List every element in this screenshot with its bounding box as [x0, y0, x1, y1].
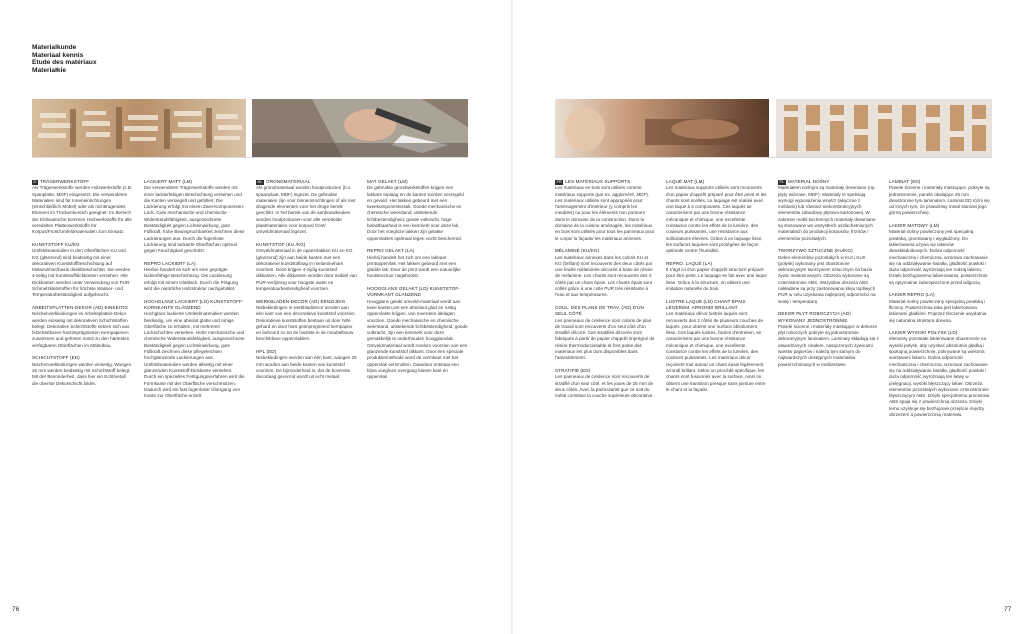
material-section [666, 179, 767, 255]
section-heading: LUSTRE LAQUÉ (LD) CHANT ÉPAIS LÉGÈREM. ARRONDI BRILLANT [666, 298, 746, 310]
text-column-fr-1 [555, 179, 656, 406]
section-body: Hoogglans gelakt omveld-materiaal wordt aan twee kanten,om een absoluut glad en rustig oppervlakte krijgen, van meerdere laklagen voorzien. Goede mechanische en chemische weerstand, uitstekende lichtbestendigheid, goede vulkracht, zijn een kenmerk voor deze gemakkelijk te onderhouden hoogglanslak. Omveldmateriaal wordt rondom voorzien van een glanzende kunststof dikkant. Door een speciale produktiemethode word de vormkant met het oppervlak versmolten. Daardoor ontstaat een bijna voegloze overgang tussen kant en oppervlak. [367, 298, 468, 380]
section-heading: HOCHGLANZ LACKIERT (LD) KUNSTSTOFF-KORNKANTE GLÄNZEND [144, 298, 244, 310]
section-heading: TWORZYWO SZTUCZNE (KU/KG) [778, 248, 853, 254]
page-number-left: 76 [12, 606, 20, 613]
material-section [367, 286, 468, 380]
section-heading: D TRÄGERWERKSTOFF [33, 179, 90, 184]
material-section [256, 179, 357, 236]
section-body: Dekor elementów pozostałych w KUI i KUII (połysk) wykonany jest obustronnie dekoracyjnym tworzywem sztucznym na bazie żywic melaminowych. Obrzeża wykonane są czterostronnie ABS. Wszystkie obrzeża ABS nakładane są przy zastosowaniu kleju topliwych PUR w celu uzyskania najlepszej odporności na wodę i temperaturę. [778, 254, 876, 304]
section-heading: REPRO GELAKT (LA) [367, 248, 415, 254]
text-column-de-2 [144, 179, 245, 406]
section-body: elementy pozostałe lakierowane obustronnie na wysoki połysk, aby uzyskać absolutnie gładką i spokojną powierzchnię, pokrywane są wieloma warstwami lakieru. Dobra odporność mechaniczna i chemiczna, wzorowe zachowanie się na oddziaływanie światła, gładkość powłoki i duża odporność wyróżniają ten łatwy w pielęgnacji, wysoki błyszczący lakier. Obrzeża elementów pozostałych wykonane czterostronnie błyszczącym ABS. Dzięki specjalnemu procesowi ABS spaja się z powierzchnią obrzeża. Dzięki temu uzyskuje się bezfugowe przejście między obrzeżem a powierzchnią materiału. [889, 336, 990, 417]
text-column-nl-2 [367, 179, 468, 387]
material-section [889, 179, 990, 217]
section-body: De gebruikte grondwerkstoffen krijgen een lakbare toplaag en de kanten worden verzegeld en gevuld. Het lakken gebeurd met een tweekomponentenlak. Goede mechanische en chemische weerstand, uitstekende lichtbestendigheid, goede vulkracht, hoge belastbaarheid is een kenmerk voor deze lak. Door het voegloze lakken zijn gelakte oppervlaktes optimaal tegen vocht beschermd. [367, 185, 464, 241]
material-section [256, 242, 357, 292]
section-body: Les panneaux de crédence sont coloris de plan de travail sont recouverts d'un seul côté d'un stratifié décoré. Ces stratifiés décorés sont fabriqués à partir de papier d'apprêt imprégné de résine thermodurcissable et font partie des matériaux les plus durs disponibles dans l'ameublement. [555, 317, 655, 361]
title-line: Materiaal kennis [32, 51, 84, 59]
material-section [32, 355, 133, 386]
section-body: Nisbekledingen in werkbladdecor worden aan één kant van een decoratieve kunststof voorzien. Dekoratieve kunststoffen bestaan uit door hitte gehard en door hars geimpregneerd kernpapier en behoord zo tot de hardste in de meubelbouw beschikbare oppervlakken. [256, 304, 356, 342]
section-heading: WERKBLADEN-DECOR (AD) ÉÉNZIJDIG [256, 298, 346, 304]
material-section [889, 330, 990, 418]
page-number-right: 77 [1004, 606, 1012, 613]
section-body: Umfeldmaterialien in den Oberflächen KU und KG (glänzend) sind beidseitig mit einer dekorativen Kunststoffbeschichtung auf Melaminharzbasis direktbeschichtet. Sie werden 4-seitig mit Kunststoffdickkanten versehen. Alle Dickkanten werden unter Verwendung von PUR-Schmelzklebstoffen für höchste Wasser- und Temperaturbeständigkeit aufgebracht. [32, 248, 131, 298]
material-section [32, 179, 133, 236]
section-heading: STRATIFIÉ (ED) [555, 367, 591, 373]
material-section [778, 179, 879, 242]
text-column-fr-2 [666, 179, 767, 399]
material-section [889, 292, 990, 323]
photo-divider [32, 157, 468, 158]
stacked-boards-photo [776, 99, 992, 157]
section-body: Omveldmateriaal in de oppervlakken KU en KG (glanzend) zijn aan beide kanten met een dekoratieve kunststoflaag in melaminehars voorzien. Deze krijgen 4-zijdig kunststof dikkanten. Alle dikkanten worden door middel van PUR-verlijming voor hoogste water en temperatuurbestendigheid voorzien. [256, 248, 357, 292]
section-body: Les panneaux de crédence sont recouverts de stratifié d'un seul côté, et les joues de 25 mm de deux côtés. Avec la particularité que ce soit du métal constitue la couche supérieure décorative. [555, 374, 654, 399]
section-heading: KUNSTSTOFF KU/KG [32, 241, 80, 247]
hand-tool-photo [252, 99, 468, 157]
material-section [555, 305, 656, 362]
title-line: Materialkunde [32, 44, 77, 51]
material-section [555, 248, 656, 298]
photo-divider [555, 157, 992, 158]
section-body: Nischenverkleidungen im Arbeitsplatten-Dekor werden einseitig mit dekorativen Schichtstoffen belegt. Dekorative Schichtstoffe setzen sich aus hitzehärtbaren harzimprägnierten Kernpapieren zusammen und gehören somit zu den härtesten verfügbaren Oberflächen im Möbelbau. [32, 311, 130, 348]
section-body: Il s'agit ici d'un papier d'apprêt structuré préparé pour être peint. Le laquage se fait avec une laque lisse. Grâce à la structure, on obtient une imitation naturelle du bois. [666, 267, 767, 292]
section-heading: KUNSTSTOF (KU /KG) [256, 241, 306, 247]
section-body: Hochglanz lackierte Umfeldmaterialien werden beidseitig, um eine absolut glatte und ruhige Oberfläche zu erhalten, mit mehreren Lackschichten versehen. Hohe mechanische und chemische Widerstandsfähigkeit, ausgezeichnete Beständigkeit gegen Lichteinwirkung, gute Füllkraft zeichnen diese pflegeleichten hochglänzende Lackierungen aus. Umfeldmaterialien werden allseitig mit einer glänzenden Kunststoff-Dickkante versehen. Durch ein spezielles Fertigungsverfahren wird die Formkante mit der Oberfläche verschmolzen. Dadurch wird ein fast fugenloser Übergang von Kante zur Oberfläche erzielt. [144, 311, 245, 399]
section-heading: PL MATERIAŁ NOŚNY [779, 179, 830, 184]
section-heading: LAMINAT (ED) [889, 179, 921, 184]
material-section [889, 223, 990, 286]
material-section [666, 261, 767, 292]
section-heading: DEKOR PŁYT ROBOCZYCH (AD) WYKONANY JEDNOSTRONNIE [778, 311, 851, 323]
material-section [666, 299, 767, 393]
text-column-pl-1 [778, 179, 879, 374]
text-column-de-1 [32, 179, 133, 393]
section-body: Les matériaux supports utilisés sont recouverts d'un papier d'apprêt préparé pour être peint et les chants sont scellés. Le laquage est réalisé avec une laque à 2 composants. Ces laqués se caractérisent par une bonne résistance mécanique et chimique, une excellente constance contre les effets de la lumière, des couleurs puissantes, une résistance aux sollicitations élevées. Grâce à un laquage lisse, les surfaces laquées sont protégées de façon optimale contre l'humidité. [666, 185, 767, 254]
text-column-pl-2 [889, 179, 990, 425]
section-heading: SCHICHTSTOFF (ED) [32, 355, 80, 361]
wood-edges-photo [32, 99, 246, 157]
material-section [256, 299, 357, 343]
section-heading: LAQUÉ MAT (LM) [666, 179, 705, 184]
section-body: Les matériaux annexes dans les coloris KU et KG (brillant) sont recouverts des deux côtés par une feuille mélaminée décorée à base de résine de mélamine. Les chants sont recouverts des 4 côtés par un chant épais. Les chants épais sont collés grâce à une colle PUR très résistante à l'eau et aux températures. [555, 254, 653, 298]
language-tag: D [33, 179, 37, 184]
material-section [555, 368, 656, 399]
title-line: Materiałkie [32, 66, 67, 74]
material-section [144, 179, 245, 255]
section-body: Nischenverkleidungen werden einseitig, Wangen 25 mm werden beidseitig mit Schichtstoff belegt. Mit der Besonderheit, dass hier ein Echtmetall die oberste Dekorschicht bildet. [32, 361, 132, 386]
section-heading: HOOGGLANS GELAKT (LD) KUNSTSTOF-VORMKANT GLANZEND [367, 286, 460, 298]
material-section [144, 261, 245, 292]
section-body: Die verwendeten Trägerwerkstoffe werden mit einer lackierfähigen Beschichtung versehen und die Kanten versiegelt und gefüllert. Die Lackierung erfolgt mit einem Zwei-Komponenten-Lack. Gute mechanische und chemische Widerstandsfähigkeit, ausgezeichnete Beständigkeit gegen Lichteinwirkung, gute Füllkraft, hohe Beanspruchbarkeit zeichnen diese Lackierungen aus. Durch die fugenlose Lackierung sind lackierte Oberflächen optimal gegen Feuchtigkeit geschützt. [144, 185, 245, 254]
material-section [367, 248, 468, 279]
section-heading: COUL. DES PLANS DE TRAV. (AD) D'UN SEUL CÔTÉ [555, 304, 644, 317]
section-body: Materiał nośny powleczony specjalną powłoką i fliciony. Powierzchnia taka jest lakierowana lakierami gładkimi. Poprzez tłoczenie uwydatnia się naturalna struktura drewna. [889, 298, 987, 323]
section-heading: MAT GELAKT (LM) [367, 179, 408, 184]
section-body: Als Trägerwerkstoffe werden Holzwerkstoffe (z.B. Spanplatte, MDF) eingesetzt. Die verwendeten Materialien sind für Inneneinrichtungen (einschließlich Möbel) oder als nichttragendes Element im Trockenbereich geeignet. Im Bereich der Einbauküche kommen Holzwerkstoffe für alle veredelten Plattenwerkstoffe für Korpus/Front/Umfeldmaterialien zum Einsatz. [32, 185, 133, 235]
material-section [778, 311, 879, 368]
language-tag: PL [779, 179, 785, 184]
material-section [144, 299, 245, 400]
section-heading: FR LES MATÉRIAUX SUPPORTS [556, 179, 631, 184]
section-body: Panele ścienne i materiały maskujące, pokryte są jednostronnie, panele okalające 25 mm dwustronnie tym laminatem. Laminat ED różni się od innych tym, że prawdziwy metal stanowi jego górną powierzchnię. [889, 185, 990, 216]
section-body: Nisbekledingen worden aan één kant, wangen 25 mm worden aan beide kanten van kunststof voorzien. De bijzonderheid is, dat de bovenste decorlaag gevormd wordt uit echt metaal. [256, 355, 357, 380]
section-body: Hierbij handelt het zich om een lakbaar printoppervlak. Het lakken gebeurd met een gladde lak. Door de print wordt een natuurlijke houtstructuur nagebootst. [367, 254, 461, 279]
material-section [778, 248, 879, 305]
section-heading: NL GRONDMATERIAAL [257, 179, 311, 184]
section-body: Materiałem nośnym są materiały drewniane (np. płyty wiórowe, MDF). Materiały te spełniają wymogi wyposażenia wnętrz (włącznie z meblami) lub również niekonstrukcyjnych elementów zabudowy płytowo-kartonowej. W zakresie mebli kuchennych materiały drewniane są stosowane we wszystkich uszlachetnionych materiałach do produkcji korpusów, frontów i elementów pozostałych. [778, 185, 876, 241]
material-section [256, 349, 357, 380]
section-body: Les matériaux en bois sont utilisés comme matériaux supports (par ex. aggloméré, MDF). Les matériaux utilisés sont appropriés pour l'aménagement d'intérieur (y compris les meubles) ou pour les éléments non porteurs dans le domaine de la construction. Dans le domaine de la cuisine aménagée, les matériaux en bois sont utilisés pour tous les panneaux pour le corps/ la façade/ les matériaux annexes. [555, 185, 655, 241]
material-section [32, 242, 133, 299]
material-section [32, 305, 133, 349]
section-body: Materiał nośny powleczony jest specjalną powłoką, gruntowany i wygładzony. Do lakierowania używa się lakierów dwuskładnikowych. Dobra odporność mechaniczna i chemiczna, wzorowo zachowanie się na oddziaływanie światła, gładkość powłoki i duża odporność wyróżniają ten rodzaj lakieru. Dzięki bezfugowemu lakierowaniu, powierzchnie są optymalnie zabezpieczone przed wilgocią. [889, 229, 988, 285]
text-column-nl-1 [256, 179, 357, 387]
language-tag: NL [257, 179, 263, 184]
section-heading: LAKIER MATOWY (LM) [889, 223, 940, 229]
hands-coating-photo [555, 99, 769, 157]
language-tag: FR [556, 179, 562, 184]
section-body: Panele ścienne i materiały maskujące w dekorze płyt roboczych pokryte są jednostronnie dekoracyjnym laminatem. Laminaty składają się z utwardzanych ciepłem, nasączonych żywicami warstw papierów i należą tym samym do najtwardszych dostępnych materiałów powierzchniowych w meblarstwie. [778, 323, 879, 367]
section-heading: LACKIERT MATT (LM) [144, 179, 193, 184]
section-heading: ARBEITSPLATTEN-DEKOR (AD) EINSEITIG [32, 304, 129, 310]
title-line: Etude des matériaux [32, 59, 97, 67]
spread-gutter [511, 0, 513, 634]
section-heading: MÉLAMINÉ (KU/KG) [555, 248, 600, 254]
section-heading: LAKIER REPRO (LA) [889, 292, 935, 298]
section-body: Les matériaux décor lustrés laqués sont recouverts des 2 côtés de plusieurs couches de laqués, pour obtenir une surface absolument lisse. Ces laqués lustres, faciles d'entretien, se caractérisent par une bonne résistance mécanique et chimique, une excellente constance contre les effets de la lumière, des couleurs puissantes. Les matériaux décor reçoivent tout autour un chant épais légèrement arrondi brillant. Selon un procédé spécifique, les chants sont fusionnés avec la surface. Ainsi on obtient une transition presque sans jointure entre le chant et la façade. [666, 311, 766, 392]
section-heading: REPRO. LAQUÉ (LA) [666, 260, 713, 266]
section-body: Hierbei handelt es sich um eine geprägte lackierfähige Beschichtung. Die Lackierung erfolgt mit einem Glattlack. Durch die Prägung wird die natürliche Holzstruktur nachgebildet. [144, 267, 238, 292]
section-heading: REPRO LACKIERT (LA) [144, 260, 196, 266]
material-section [367, 179, 468, 242]
section-heading: HPL (ED) [256, 349, 277, 355]
material-section [555, 179, 656, 242]
title-block [32, 44, 97, 74]
section-body: Als grondmateriaal worden houtproducten (b.v. spaanplaat, MDF) ingezet. De gebruikte materialen zijn voor binneninrichtingen of als niet dragende elementen voor het droge bereik geschikt. In het bereik van de aanbouwkeuken worden houtproducten voor alle veredelde plaatmaterialen voor korpus/ front/ omveldmateriaal ingezet. [256, 185, 356, 235]
section-heading: LAKIER WYSOKI POŁYSK (LD) [889, 330, 958, 336]
